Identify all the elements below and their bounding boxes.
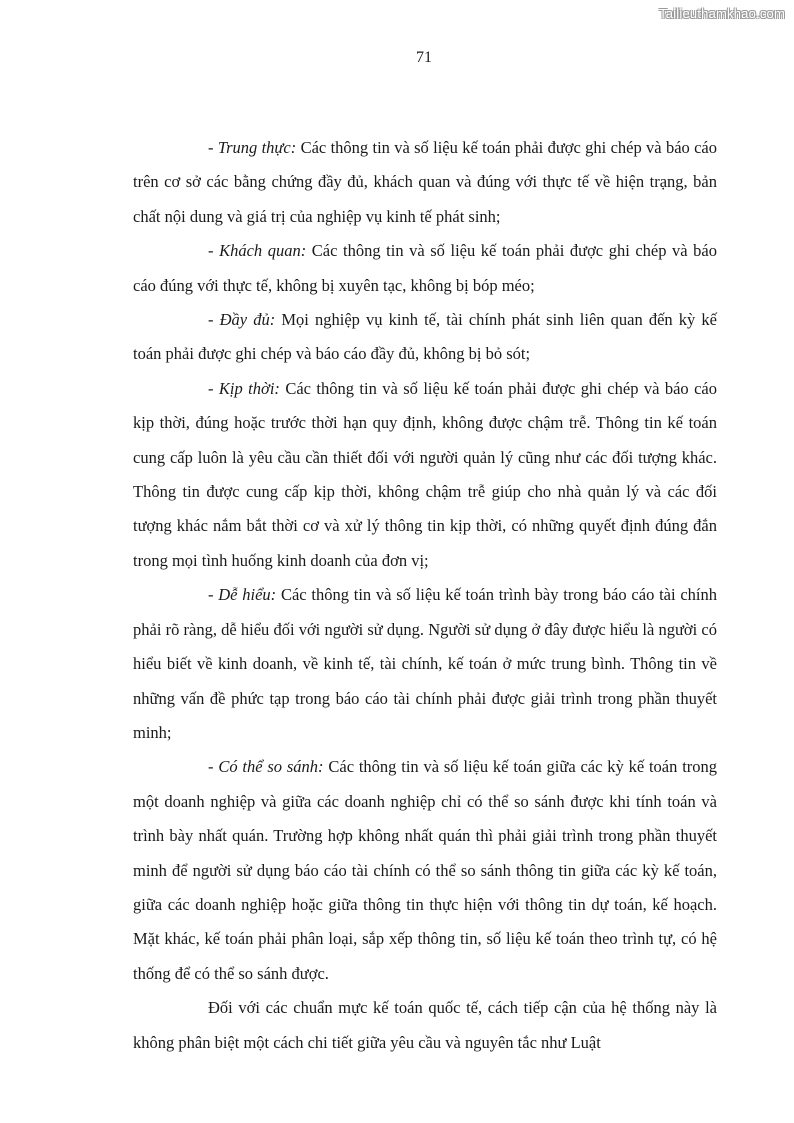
paragraph-day-du: - Đầy đủ: Mọi nghiệp vụ kinh tế, tài chính phát sinh liên quan đến kỳ kế toán phải được ghi chép và báo cáo đầy đủ, không bị bỏ sót; [133,310,718,364]
term-label: Có thể so sánh: [218,757,324,777]
term-label: Dễ hiểu: [218,585,277,605]
paragraph-khach-quan: - Khách quan: Các thông tin và số liệu kế toán phải được ghi chép và báo cáo đúng với thực tế, không bị xuyên tạc, không bị bóp méo; [133,241,718,295]
term-label: Khách quan: [219,241,307,261]
term-label: Kịp thời: [218,378,280,398]
paragraph-kip-thoi: - Kịp thời: Các thông tin và số liệu kế toán phải được ghi chép và báo cáo kịp thời, đúng hoặc trước thời hạn quy định, không được chậm trễ. Thông tin kế toán cung cấp luôn là yêu cầu cần thiết đối với người quản lý cũng như các đối tượng khác. Thông tin được cung cấp kịp thời, không chậm trễ giúp cho nhà quản lý và các đối tượng khác nắm bắt thời cơ và xử lý thông tin kịp thời, có những quyết định đúng đắn trong mọi tình huống kinh doanh của đơn vị; [133,378,717,570]
term-label: Trung thực: [217,138,297,157]
term-label: Đầy đủ: [219,310,276,330]
paragraph-text: Các thông tin và số liệu kế toán giữa các kỳ kế toán trong một doanh nghiệp và giữa các doanh nghiệp chỉ có thể so sánh được khi tính toán và trình bày nhất quán. Trường hợp không nhất quán thì phải giải trình trong phần thuyết minh để người sử dụng báo cáo tài chính có thể so sánh thông tin giữa các kỳ kế toán, giữa các doanh nghiệp hoặc giữa thông tin thực hiện với thông tin dự toán, kế hoạch. Mặt khác, kế toán phải phân loại, sắp xếp thông tin, số liệu kế toán theo trình tự, có hệ thống để có thể so sánh được. [133,757,718,983]
paragraph-de-hieu: - Dễ hiểu: Các thông tin và số liệu kế toán trình bày trong báo cáo tài chính phải rõ ràng, dễ hiểu đối với người sử dụng. Người sử dụng ở đây được hiểu là người có hiểu biết về kinh doanh, về kinh tế, tài chính, kế toán ở mức trung bình. Thông tin về những vấn đề phức tạp trong báo cáo tài chính phải được giải trình trong phần thuyết minh; [133,585,718,742]
closing-paragraph: Đối với các chuẩn mực kế toán quốc tế, cách tiếp cận của hệ thống này là không phân biệt một cách chi tiết giữa yêu cầu và nguyên tắc như Luật [133,998,717,1052]
document-body [133,131,717,1060]
paragraph-co-the-so-sanh: - Có thể so sánh: Các thông tin và số liệu kế toán giữa các kỳ kế toán trong một doanh nghiệp và giữa các doanh nghiệp chỉ có thể so sánh được khi tính toán và trình bày nhất quán. Trường hợp không nhất quán thì phải giải trình trong phần thuyết minh để người sử dụng báo cáo tài chính có thể so sánh thông tin giữa các kỳ kế toán, giữa các doanh nghiệp hoặc giữa thông tin thực hiện với thông tin dự toán, kế hoạch. Mặt khác, kế toán phải phân loại, sắp xếp thông tin, số liệu kế toán theo trình tự, có hệ thống để có thể so sánh được. [133,757,718,983]
paragraph-text: Các thông tin và số liệu kế toán phải được ghi chép và báo cáo kịp thời, đúng hoặc trước thời hạn quy định, không được chậm trễ. Thông tin kế toán cung cấp luôn là yêu cầu cần thiết đối với người quản lý cũng như các đối tượng khác. Thông tin được cung cấp kịp thời, không chậm trễ giúp cho nhà quản lý và các đối tượng khác nắm bắt thời cơ và xử lý thông tin kịp thời, có những quyết định đúng đắn trong mọi tình huống kinh doanh của đơn vị; [133,378,717,570]
page-number: 71 [416,49,432,66]
paragraph-text: Các thông tin và số liệu kế toán trình bày trong báo cáo tài chính phải rõ ràng, dễ hiểu đối với người sử dụng. Người sử dụng ở đây được hiểu là người có hiểu biết về kinh doanh, về kinh tế, tài chính, kế toán ở mức trung bình. Thông tin về những vấn đề phức tạp trong báo cáo tài chính phải được giải trình trong phần thuyết minh; [133,585,718,742]
paragraph-text: Các thông tin và số liệu kế toán phải được ghi chép và báo cáo đúng với thực tế, không bị xuyên tạc, không bị bóp méo; [133,241,718,295]
watermark: Tailieuthamkhao.com [659,6,785,21]
paragraph-text: Mọi nghiệp vụ kinh tế, tài chính phát sinh liên quan đến kỳ kế toán phải được ghi chép và báo cáo đầy đủ, không bị bỏ sót; [133,310,718,364]
paragraph-trung-thuc: - Trung thực: Các thông tin và số liệu kế toán phải được ghi chép và báo cáo trên cơ sở các bằng chứng đầy đủ, khách quan và đúng với thực tế về hiện trạng, bản chất nội dung và giá trị của nghiệp vụ kinh tế phát sinh; [133,138,717,226]
paragraph-text: Các thông tin và số liệu kế toán phải được ghi chép và báo cáo trên cơ sở các bằng chứng đầy đủ, khách quan và đúng với thực tế về hiện trạng, bản chất nội dung và giá trị của nghiệp vụ kinh tế phát sinh; [133,138,717,226]
